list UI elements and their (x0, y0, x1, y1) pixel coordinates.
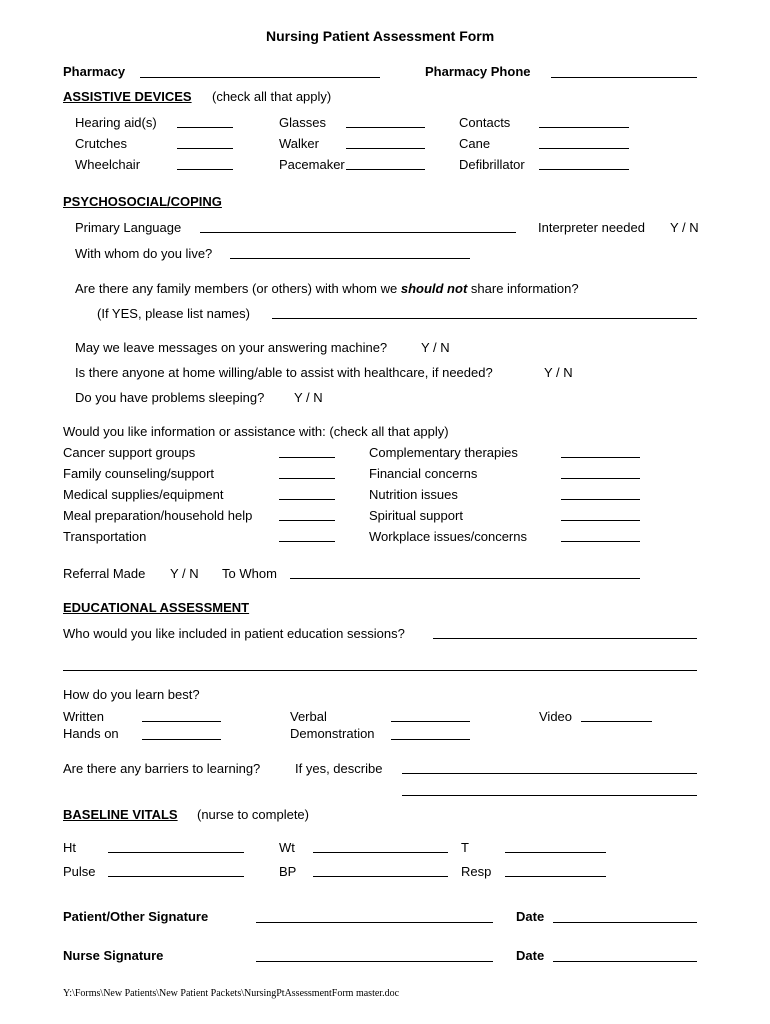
video-label: Video (539, 709, 573, 724)
workplace-label: Workplace issues/concerns (369, 529, 527, 544)
nutrition-field[interactable] (561, 499, 640, 500)
vitals-note: (nurse to complete) (197, 807, 309, 822)
to-whom-field[interactable] (290, 578, 640, 579)
contacts-field[interactable] (539, 127, 629, 128)
family-question-pre: Are there any family members (or others) with whom we (75, 281, 398, 296)
nurse-date-field[interactable] (553, 961, 697, 962)
hands-on-label: Hands on (63, 726, 119, 741)
ht-field[interactable] (108, 852, 244, 853)
describe-label: If yes, describe (295, 761, 383, 776)
live-with-label: With whom do you live? (75, 246, 213, 261)
patient-signature-field[interactable] (256, 922, 493, 923)
info-question: Would you like information or assistance with: (check all that apply) (63, 424, 449, 439)
resp-label: Resp (461, 864, 492, 879)
demonstration-label: Demonstration (290, 726, 375, 741)
meal-preparation-field[interactable] (279, 520, 335, 521)
if-yes-label: (If YES, please list names) (97, 306, 250, 321)
sleep-question: Do you have problems sleeping? (75, 390, 265, 405)
names-field[interactable] (272, 318, 697, 319)
wheelchair-label: Wheelchair (75, 157, 141, 172)
cancer-support-field[interactable] (279, 457, 335, 458)
interpreter-yn[interactable]: Y / N (670, 220, 699, 235)
meal-preparation-label: Meal preparation/household help (63, 508, 253, 523)
family-question-emphasis: should not (400, 281, 468, 296)
primary-language-field[interactable] (200, 232, 516, 233)
to-whom-label: To Whom (222, 566, 277, 581)
transportation-label: Transportation (63, 529, 147, 544)
live-with-field[interactable] (230, 258, 470, 259)
family-counseling-field[interactable] (279, 478, 335, 479)
nurse-signature-field[interactable] (256, 961, 493, 962)
complementary-label: Complementary therapies (369, 445, 518, 460)
education-heading: EDUCATIONAL ASSESSMENT (63, 600, 250, 615)
cancer-support-label: Cancer support groups (63, 445, 196, 460)
family-question (75, 281, 579, 296)
workplace-field[interactable] (561, 541, 640, 542)
assist-yn[interactable]: Y / N (544, 365, 573, 380)
interpreter-label: Interpreter needed (538, 220, 645, 235)
spiritual-field[interactable] (561, 520, 640, 521)
sleep-yn[interactable]: Y / N (294, 390, 323, 405)
medical-supplies-field[interactable] (279, 499, 335, 500)
pulse-label: Pulse (63, 864, 96, 879)
primary-language-label: Primary Language (75, 220, 182, 235)
pharmacy-phone-field[interactable] (551, 77, 697, 78)
financial-label: Financial concerns (369, 466, 478, 481)
wheelchair-field[interactable] (177, 169, 233, 170)
contacts-label: Contacts (459, 115, 511, 130)
hands-on-field[interactable] (142, 739, 221, 740)
video-field[interactable] (581, 721, 652, 722)
crutches-label: Crutches (75, 136, 128, 151)
barriers-question: Are there any barriers to learning? (63, 761, 261, 776)
ht-label: Ht (63, 840, 76, 855)
pharmacy-label: Pharmacy (63, 64, 126, 79)
bp-field[interactable] (313, 876, 448, 877)
education-who-question: Who would you like included in patient education sessions? (63, 626, 405, 641)
education-who-field[interactable] (433, 638, 697, 639)
assist-question: Is there anyone at home willing/able to assist with healthcare, if needed? (75, 365, 493, 380)
assistive-note: (check all that apply) (212, 89, 332, 104)
t-field[interactable] (505, 852, 606, 853)
written-field[interactable] (142, 721, 221, 722)
cane-label: Cane (459, 136, 491, 151)
wt-field[interactable] (313, 852, 448, 853)
financial-field[interactable] (561, 478, 640, 479)
patient-date-field[interactable] (553, 922, 697, 923)
medical-supplies-label: Medical supplies/equipment (63, 487, 224, 502)
footer-path: Y:\Forms\New Patients\New Patient Packets\NursingPtAssessmentForm master.doc (63, 988, 400, 999)
resp-field[interactable] (505, 876, 606, 877)
hearing-aid-label: Hearing aid(s) (75, 115, 157, 130)
pacemaker-field[interactable] (346, 169, 425, 170)
glasses-field[interactable] (346, 127, 425, 128)
referral-label: Referral Made (63, 566, 146, 581)
written-label: Written (63, 709, 104, 724)
nutrition-label: Nutrition issues (369, 487, 458, 502)
cane-field[interactable] (539, 148, 629, 149)
family-question-post: share information? (470, 281, 579, 296)
page-title: Nursing Patient Assessment Form (266, 28, 495, 44)
pharmacy-field[interactable] (140, 77, 380, 78)
patient-date-label: Date (516, 909, 545, 924)
walker-field[interactable] (346, 148, 425, 149)
t-label: T (461, 840, 469, 855)
nurse-signature-label: Nurse Signature (63, 948, 164, 963)
referral-yn[interactable]: Y / N (170, 566, 199, 581)
bp-label: BP (279, 864, 297, 879)
transportation-field[interactable] (279, 541, 335, 542)
pacemaker-label: Pacemaker (279, 157, 345, 172)
walker-label: Walker (279, 136, 319, 151)
messages-question: May we leave messages on your answering machine? (75, 340, 388, 355)
psychosocial-heading: PSYCHOSOCIAL/COPING (63, 194, 222, 209)
demonstration-field[interactable] (391, 739, 470, 740)
education-who-field-2[interactable] (63, 670, 697, 671)
assistive-heading: ASSISTIVE DEVICES (63, 89, 192, 104)
hearing-aid-field[interactable] (177, 127, 233, 128)
verbal-label: Verbal (290, 709, 327, 724)
verbal-field[interactable] (391, 721, 470, 722)
describe-field[interactable] (402, 773, 697, 774)
patient-signature-label: Patient/Other Signature (63, 909, 209, 924)
defibrillator-field[interactable] (539, 169, 629, 170)
vitals-heading: BASELINE VITALS (63, 807, 178, 822)
glasses-label: Glasses (279, 115, 326, 130)
spiritual-label: Spiritual support (369, 508, 463, 523)
complementary-field[interactable] (561, 457, 640, 458)
pulse-field[interactable] (108, 876, 244, 877)
pharmacy-phone-label: Pharmacy Phone (425, 64, 531, 79)
describe-field-2[interactable] (402, 795, 697, 796)
nurse-date-label: Date (516, 948, 545, 963)
messages-yn[interactable]: Y / N (421, 340, 450, 355)
defibrillator-label: Defibrillator (459, 157, 525, 172)
wt-label: Wt (279, 840, 295, 855)
family-counseling-label: Family counseling/support (63, 466, 215, 481)
crutches-field[interactable] (177, 148, 233, 149)
learn-question: How do you learn best? (63, 687, 200, 702)
